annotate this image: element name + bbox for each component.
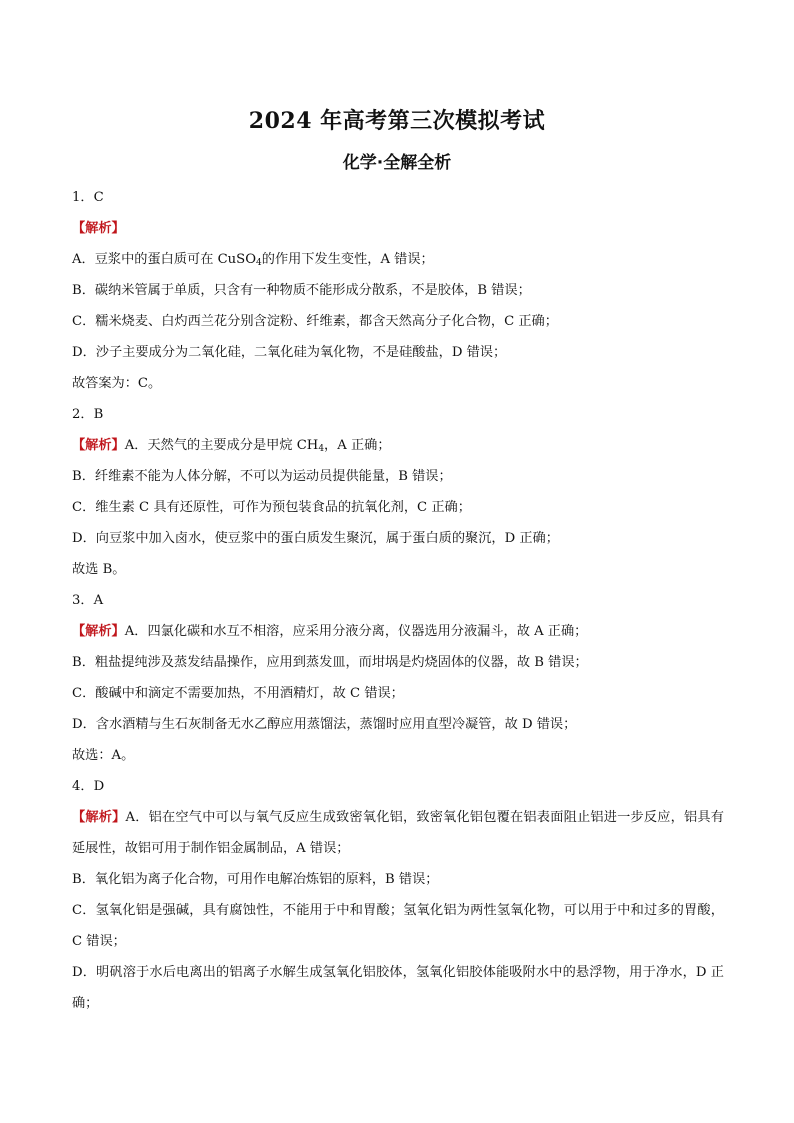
q4-option-d: D．明矾溶于水后电离出的铝离子水解生成氢氧化铝胶体，氢氧化铝胶体能吸附水中的悬浮物，用于净水，D 正确； <box>72 965 724 1011</box>
q1-option-d: D．沙子主要成分为二氧化硅，二氧化硅为氧化物，不是硅酸盐，D 错误； <box>72 345 507 360</box>
q4-option-b: B．氧化铝为离子化合物，可用作电解冶炼铝的原料，B 错误； <box>72 872 439 887</box>
q2-option-d: D．向豆浆中加入卤水，使豆浆中的蛋白质发生聚沉，属于蛋白质的聚沉，D 正确； <box>72 531 559 546</box>
q1-option-c: C．糯米烧麦、白灼西兰花分别含淀粉、纤维素，都含天然高分子化合物，C 正确； <box>72 314 558 329</box>
q3-answer: 3．A <box>72 593 104 608</box>
q2-option-a: 【解析】A．天然气的主要成分是甲烷 $CH_4$，A 正确； <box>72 438 391 454</box>
q1-option-a: A．豆浆中的蛋白质可在 CuSO$_4$的作用下发生变性，A 错误； <box>72 252 434 268</box>
q4-option-a: 【解析】A．铝在空气中可以与氧气反应生成致密氧化铝，致密氧化铝包覆在铝表面阻止铝进一步反应，铝具有延展性，故铝可用于制作铝金属制品，A 错误； <box>72 810 724 856</box>
q3-conclusion: 故选：A。 <box>72 748 135 763</box>
q3-option-b: B．粗盐提纯涉及蒸发结晶操作，应用到蒸发皿，而坩埚是灼烧固体的仪器，故 B 错误； <box>72 655 588 670</box>
analysis-label: 【解析】 <box>72 810 126 825</box>
q1-conclusion: 故答案为：C。 <box>72 376 162 391</box>
q4-option-c: C．氢氧化铝是强碱，具有腐蚀性，不能用于中和胃酸；氢氧化铝为两性氢氧化物，可以用于中和过多的胃酸，C 错误； <box>72 903 724 949</box>
answer-content <box>72 182 724 1019</box>
q1-answer: 1．C <box>72 190 104 205</box>
q1-analysis-tag <box>72 213 724 244</box>
q3-option-a: 【解析】A．四氯化碳和水互不相溶，应采用分液分离，仪器选用分液漏斗，故 A 正确； <box>72 624 588 639</box>
q2-option-b: B．纤维素不能为人体分解，不可以为运动员提供能量，B 错误； <box>72 469 452 484</box>
q2-conclusion: 故选 B。 <box>72 562 126 577</box>
q2-answer: 2．B <box>72 407 104 422</box>
document-subtitle: 化学·全解全析 <box>342 153 452 173</box>
q1-option-b: B．碳纳米管属于单质，只含有一种物质不能形成分散系，不是胶体，B 错误； <box>72 283 531 298</box>
analysis-label: 【解析】 <box>72 221 125 236</box>
document-title: 2024 年高考第三次模拟考试 <box>248 108 546 134</box>
q4-answer: 4．D <box>72 779 105 794</box>
q3-option-d: D．含水酒精与生石灰制备无水乙醇应用蒸馏法，蒸馏时应用直型冷凝管，故 D 错误； <box>72 717 577 732</box>
q2-option-c: C．维生素 C 具有还原性，可作为预包装食品的抗氧化剂，C 正确； <box>72 500 471 515</box>
analysis-label: 【解析】 <box>72 438 125 453</box>
q3-option-c: C．酸碱中和滴定不需要加热，不用酒精灯，故 C 错误； <box>72 686 404 701</box>
analysis-label: 【解析】 <box>72 624 125 639</box>
